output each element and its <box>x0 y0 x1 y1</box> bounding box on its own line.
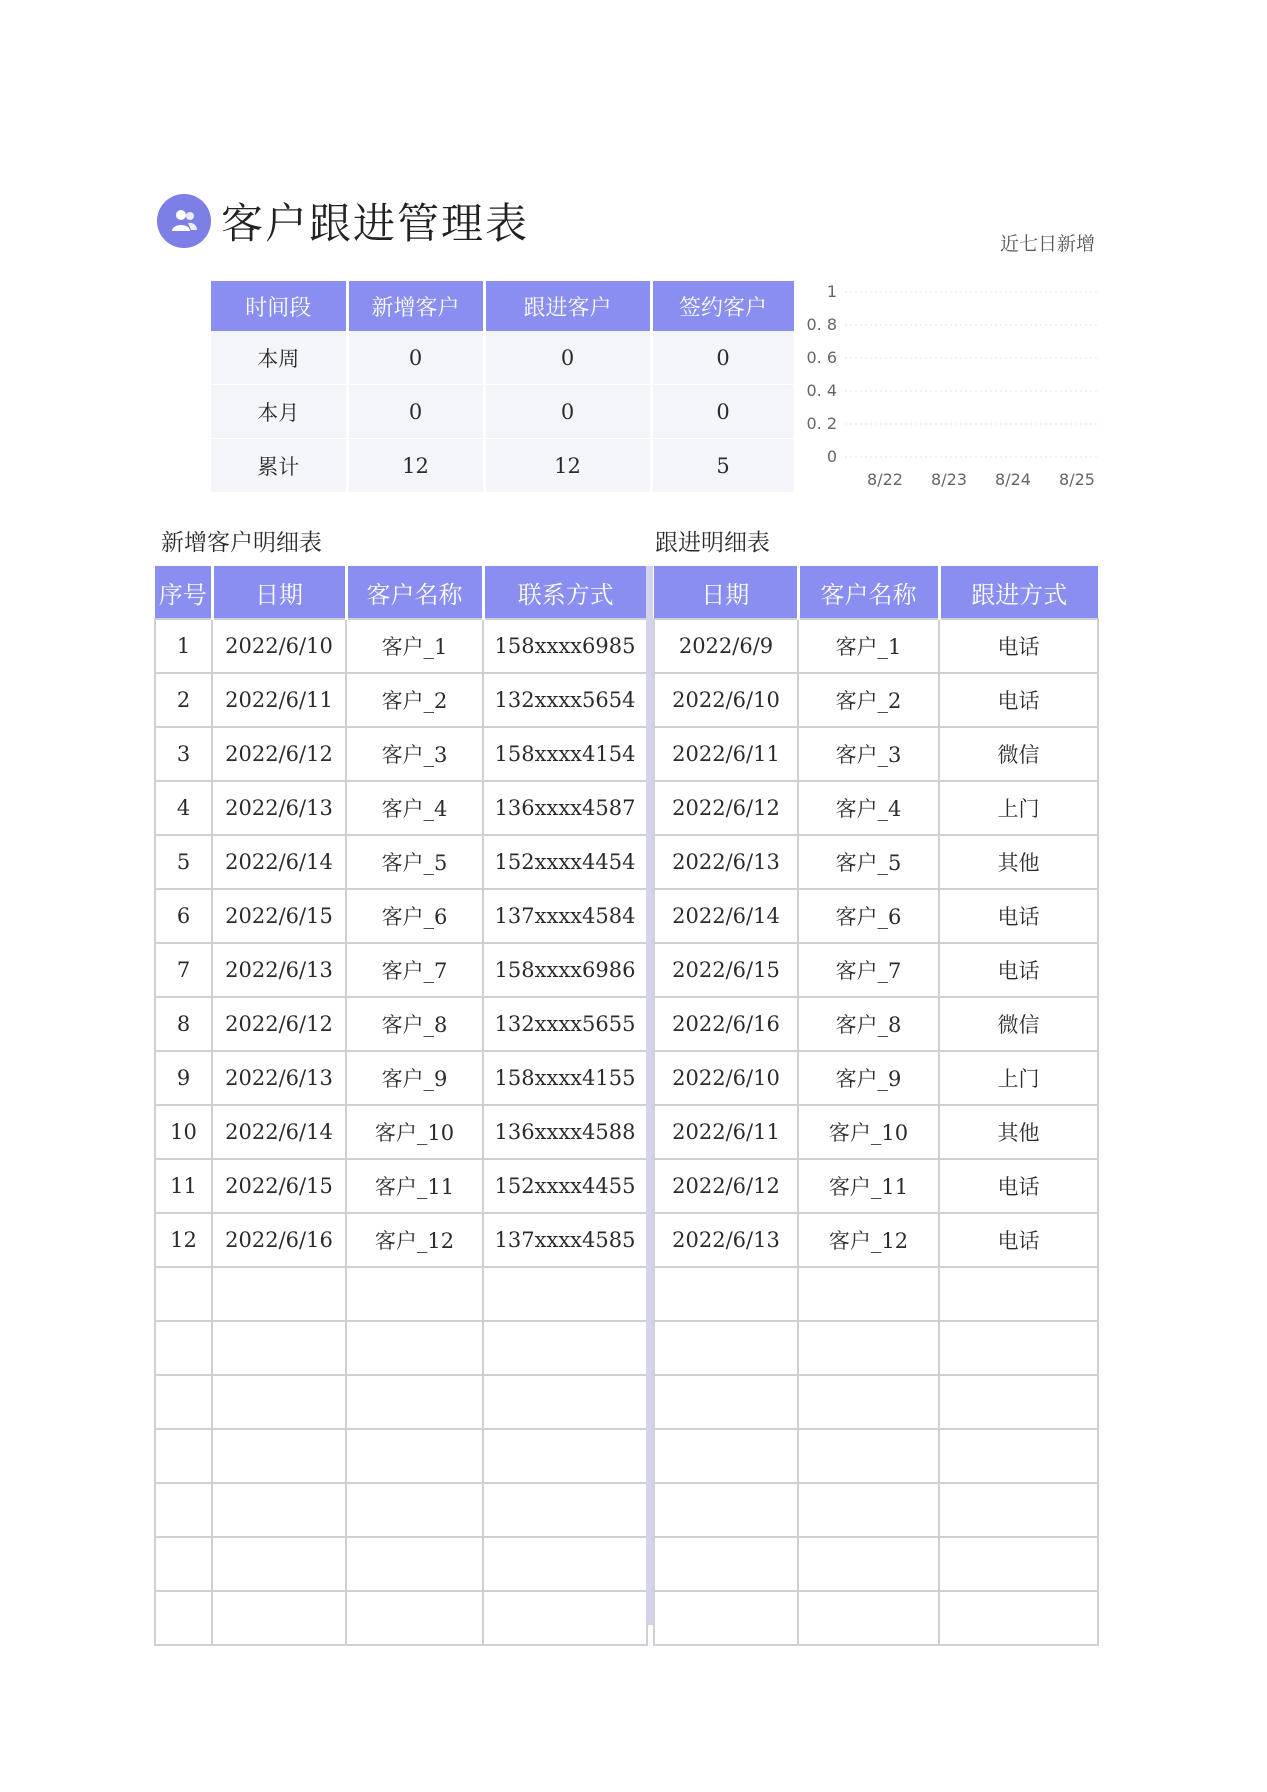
empty-row <box>654 1537 1098 1591</box>
table-cell[interactable]: 8 <box>155 997 212 1051</box>
table-cell[interactable]: 2022/6/15 <box>654 943 798 997</box>
empty-cell[interactable] <box>212 1321 346 1375</box>
table-cell[interactable]: 电话 <box>939 673 1098 727</box>
new-customers-section-title: 新增客户明细表 <box>161 530 322 556</box>
table-cell[interactable]: 7 <box>155 943 212 997</box>
table-row <box>654 1105 1098 1159</box>
table-row <box>155 997 647 1051</box>
empty-row <box>654 1483 1098 1537</box>
summary-cell[interactable]: 累计 <box>211 439 347 493</box>
summary-cell[interactable]: 12 <box>484 439 651 493</box>
empty-cell[interactable] <box>798 1375 939 1429</box>
table-cell[interactable]: 2022/6/13 <box>654 1213 798 1267</box>
empty-cell[interactable] <box>654 1483 798 1537</box>
y-tick-label: 0. 8 <box>806 315 837 334</box>
empty-cell[interactable] <box>939 1375 1098 1429</box>
empty-cell[interactable] <box>483 1321 647 1375</box>
table-cell[interactable]: 2022/6/15 <box>212 1159 346 1213</box>
empty-cell[interactable] <box>654 1429 798 1483</box>
empty-cell[interactable] <box>212 1375 346 1429</box>
empty-cell[interactable] <box>155 1591 212 1645</box>
y-tick-label: 1 <box>826 282 837 301</box>
summary-header-cell: 跟进客户 <box>484 281 651 331</box>
table-cell[interactable]: 2022/6/14 <box>212 835 346 889</box>
table-cell[interactable]: 上门 <box>939 1051 1098 1105</box>
empty-cell[interactable] <box>654 1537 798 1591</box>
table-cell[interactable]: 客户_1 <box>798 619 939 673</box>
table-cell[interactable]: 客户_2 <box>798 673 939 727</box>
table-cell[interactable]: 2022/6/13 <box>212 1051 346 1105</box>
table-cell[interactable]: 微信 <box>939 727 1098 781</box>
empty-cell[interactable] <box>654 1375 798 1429</box>
table-cell[interactable]: 客户_11 <box>346 1159 483 1213</box>
header-cell: 联系方式 <box>483 566 647 619</box>
table-cell[interactable]: 137xxxx4585 <box>483 1213 647 1267</box>
table-cell[interactable]: 电话 <box>939 1159 1098 1213</box>
empty-cell[interactable] <box>346 1537 483 1591</box>
table-cell[interactable]: 2022/6/12 <box>212 997 346 1051</box>
table-row <box>155 835 647 889</box>
empty-cell[interactable] <box>939 1267 1098 1321</box>
table-cell[interactable]: 客户_10 <box>346 1105 483 1159</box>
empty-cell[interactable] <box>939 1591 1098 1645</box>
table-cell[interactable]: 158xxxx6986 <box>483 943 647 997</box>
table-row <box>155 1105 647 1159</box>
table-row <box>155 673 647 727</box>
summary-cell[interactable]: 0 <box>484 331 651 385</box>
empty-cell[interactable] <box>798 1321 939 1375</box>
empty-cell[interactable] <box>798 1483 939 1537</box>
empty-cell[interactable] <box>155 1267 212 1321</box>
table-cell[interactable]: 客户_6 <box>798 889 939 943</box>
table-row <box>654 619 1098 673</box>
summary-cell[interactable]: 本月 <box>211 385 347 439</box>
empty-cell[interactable] <box>483 1591 647 1645</box>
follow-ups-section-title: 跟进明细表 <box>655 530 770 556</box>
table-cell[interactable]: 2022/6/16 <box>654 997 798 1051</box>
table-cell[interactable]: 158xxxx6985 <box>483 619 647 673</box>
table-cell[interactable]: 5 <box>155 835 212 889</box>
table-cell[interactable]: 其他 <box>939 1105 1098 1159</box>
y-tick-label: 0 <box>826 447 837 466</box>
new-customers-header-row <box>155 566 647 619</box>
table-row <box>155 781 647 835</box>
summary-header-row <box>211 281 795 331</box>
table-cell[interactable]: 客户_5 <box>798 835 939 889</box>
table-cell[interactable]: 158xxxx4155 <box>483 1051 647 1105</box>
table-cell[interactable]: 电话 <box>939 889 1098 943</box>
empty-cell[interactable] <box>798 1537 939 1591</box>
table-row <box>155 1213 647 1267</box>
summary-cell[interactable]: 0 <box>484 385 651 439</box>
empty-cell[interactable] <box>346 1483 483 1537</box>
table-cell[interactable]: 2022/6/12 <box>654 1159 798 1213</box>
table-cell[interactable]: 微信 <box>939 997 1098 1051</box>
table-row <box>654 727 1098 781</box>
table-cell[interactable]: 10 <box>155 1105 212 1159</box>
table-cell[interactable]: 2022/6/15 <box>212 889 346 943</box>
empty-cell[interactable] <box>212 1429 346 1483</box>
table-row <box>654 781 1098 835</box>
summary-table <box>211 281 797 493</box>
empty-cell[interactable] <box>155 1537 212 1591</box>
table-cell[interactable]: 客户_8 <box>346 997 483 1051</box>
table-cell[interactable]: 电话 <box>939 619 1098 673</box>
y-tick-label: 0. 6 <box>806 348 837 367</box>
table-cell[interactable]: 客户_11 <box>798 1159 939 1213</box>
empty-cell[interactable] <box>212 1591 346 1645</box>
table-row <box>155 1159 647 1213</box>
table-row <box>654 997 1098 1051</box>
follow-ups-header-row <box>654 566 1098 619</box>
page-title: 客户跟进管理表 <box>221 199 530 248</box>
empty-row <box>654 1321 1098 1375</box>
table-cell[interactable]: 3 <box>155 727 212 781</box>
table-cell[interactable]: 137xxxx4584 <box>483 889 647 943</box>
table-cell[interactable]: 其他 <box>939 835 1098 889</box>
empty-row <box>155 1267 647 1321</box>
empty-cell[interactable] <box>346 1375 483 1429</box>
table-cell[interactable]: 2022/6/12 <box>654 781 798 835</box>
table-cell[interactable]: 152xxxx4455 <box>483 1159 647 1213</box>
page-header <box>157 190 529 252</box>
empty-row <box>155 1483 647 1537</box>
summary-cell[interactable]: 本周 <box>211 331 347 385</box>
table-cell[interactable]: 2 <box>155 673 212 727</box>
empty-cell[interactable] <box>483 1537 647 1591</box>
table-row <box>654 673 1098 727</box>
summary-cell[interactable]: 0 <box>651 385 795 439</box>
table-cell[interactable]: 2022/6/10 <box>654 673 798 727</box>
x-tick-label: 8/25 <box>1059 470 1095 489</box>
empty-cell[interactable] <box>483 1267 647 1321</box>
table-cell[interactable]: 2022/6/11 <box>212 673 346 727</box>
empty-cell[interactable] <box>939 1321 1098 1375</box>
table-row <box>155 889 647 943</box>
empty-cell[interactable] <box>483 1375 647 1429</box>
empty-row <box>654 1375 1098 1429</box>
table-cell[interactable]: 客户_3 <box>798 727 939 781</box>
empty-cell[interactable] <box>155 1483 212 1537</box>
empty-cell[interactable] <box>155 1429 212 1483</box>
table-cell[interactable]: 客户_1 <box>346 619 483 673</box>
table-row <box>654 1051 1098 1105</box>
empty-row <box>155 1321 647 1375</box>
x-tick-label: 8/24 <box>995 470 1031 489</box>
table-cell[interactable]: 12 <box>155 1213 212 1267</box>
new-customers-table <box>154 566 648 1646</box>
header-cell: 客户名称 <box>798 566 939 619</box>
empty-cell[interactable] <box>939 1429 1098 1483</box>
table-cell[interactable]: 上门 <box>939 781 1098 835</box>
empty-row <box>155 1375 647 1429</box>
table-cell[interactable]: 2022/6/10 <box>654 1051 798 1105</box>
table-cell[interactable]: 132xxxx5655 <box>483 997 647 1051</box>
table-cell[interactable]: 客户_4 <box>798 781 939 835</box>
empty-cell[interactable] <box>346 1429 483 1483</box>
table-cell[interactable]: 2022/6/9 <box>654 619 798 673</box>
summary-header-cell: 新增客户 <box>347 281 484 331</box>
table-cell[interactable]: 9 <box>155 1051 212 1105</box>
table-cell[interactable]: 客户_2 <box>346 673 483 727</box>
table-cell[interactable]: 客户_7 <box>346 943 483 997</box>
table-cell[interactable]: 2022/6/12 <box>212 727 346 781</box>
table-cell[interactable]: 132xxxx5654 <box>483 673 647 727</box>
empty-cell[interactable] <box>155 1321 212 1375</box>
table-cell[interactable]: 136xxxx4587 <box>483 781 647 835</box>
empty-cell[interactable] <box>212 1537 346 1591</box>
summary-row <box>211 439 795 493</box>
empty-cell[interactable] <box>346 1267 483 1321</box>
table-cell[interactable]: 2022/6/10 <box>212 619 346 673</box>
table-cell[interactable]: 136xxxx4588 <box>483 1105 647 1159</box>
empty-cell[interactable] <box>798 1591 939 1645</box>
table-cell[interactable]: 客户_5 <box>346 835 483 889</box>
empty-cell[interactable] <box>798 1429 939 1483</box>
empty-cell[interactable] <box>654 1321 798 1375</box>
header-cell: 日期 <box>212 566 346 619</box>
empty-row <box>155 1591 647 1645</box>
y-tick-label: 0. 2 <box>806 414 837 433</box>
table-cell[interactable]: 2022/6/14 <box>212 1105 346 1159</box>
table-cell[interactable]: 2022/6/14 <box>654 889 798 943</box>
empty-cell[interactable] <box>939 1483 1098 1537</box>
empty-cell[interactable] <box>483 1483 647 1537</box>
summary-cell[interactable]: 12 <box>347 439 484 493</box>
summary-header-cell: 签约客户 <box>651 281 795 331</box>
table-row <box>654 889 1098 943</box>
table-cell[interactable]: 1 <box>155 619 212 673</box>
table-cell[interactable]: 4 <box>155 781 212 835</box>
table-cell[interactable]: 电话 <box>939 943 1098 997</box>
empty-cell[interactable] <box>212 1483 346 1537</box>
summary-cell[interactable]: 5 <box>651 439 795 493</box>
table-cell[interactable]: 152xxxx4454 <box>483 835 647 889</box>
header-cell: 日期 <box>654 566 798 619</box>
summary-header-cell: 时间段 <box>211 281 347 331</box>
empty-cell[interactable] <box>155 1375 212 1429</box>
table-cell[interactable]: 客户_8 <box>798 997 939 1051</box>
header-cell: 客户名称 <box>346 566 483 619</box>
table-cell[interactable]: 客户_3 <box>346 727 483 781</box>
x-tick-label: 8/23 <box>931 470 967 489</box>
summary-cell[interactable]: 0 <box>651 331 795 385</box>
table-cell[interactable]: 客户_7 <box>798 943 939 997</box>
table-row <box>654 1213 1098 1267</box>
summary-row <box>211 331 795 385</box>
table-row <box>155 1051 647 1105</box>
table-row <box>654 1159 1098 1213</box>
summary-row <box>211 385 795 439</box>
empty-cell[interactable] <box>654 1591 798 1645</box>
table-divider <box>646 566 653 1625</box>
empty-cell[interactable] <box>346 1321 483 1375</box>
table-row <box>654 835 1098 889</box>
empty-cell[interactable] <box>798 1267 939 1321</box>
empty-cell[interactable] <box>483 1429 647 1483</box>
table-cell[interactable]: 客户_6 <box>346 889 483 943</box>
summary-cell[interactable]: 0 <box>347 385 484 439</box>
table-cell[interactable]: 客户_12 <box>798 1213 939 1267</box>
user-group-icon <box>157 194 211 248</box>
table-row <box>155 619 647 673</box>
table-cell[interactable]: 2022/6/11 <box>654 1105 798 1159</box>
x-tick-label: 8/22 <box>867 470 903 489</box>
empty-row <box>155 1537 647 1591</box>
new-customer-chart[interactable] <box>795 230 1105 500</box>
table-cell[interactable]: 2022/6/13 <box>212 781 346 835</box>
table-cell[interactable]: 6 <box>155 889 212 943</box>
empty-row <box>654 1429 1098 1483</box>
header-cell: 序号 <box>155 566 212 619</box>
empty-row <box>654 1591 1098 1645</box>
empty-row <box>155 1429 647 1483</box>
table-cell[interactable]: 2022/6/13 <box>212 943 346 997</box>
follow-ups-table <box>653 566 1099 1646</box>
empty-row <box>654 1267 1098 1321</box>
empty-cell[interactable] <box>346 1591 483 1645</box>
empty-cell[interactable] <box>654 1267 798 1321</box>
y-tick-label: 0. 4 <box>806 381 837 400</box>
table-row <box>155 943 647 997</box>
empty-cell[interactable] <box>212 1267 346 1321</box>
table-cell[interactable]: 2022/6/13 <box>654 835 798 889</box>
table-cell[interactable]: 客户_9 <box>798 1051 939 1105</box>
summary-cell[interactable]: 0 <box>347 331 484 385</box>
table-row <box>654 943 1098 997</box>
table-row <box>155 727 647 781</box>
table-cell[interactable]: 11 <box>155 1159 212 1213</box>
table-cell[interactable]: 客户_12 <box>346 1213 483 1267</box>
header-cell: 跟进方式 <box>939 566 1098 619</box>
table-cell[interactable]: 客户_4 <box>346 781 483 835</box>
table-cell[interactable]: 客户_10 <box>798 1105 939 1159</box>
table-cell[interactable]: 158xxxx4154 <box>483 727 647 781</box>
table-cell[interactable]: 客户_9 <box>346 1051 483 1105</box>
chart-title: 近七日新增 <box>999 233 1095 255</box>
table-cell[interactable]: 2022/6/11 <box>654 727 798 781</box>
table-cell[interactable]: 电话 <box>939 1213 1098 1267</box>
table-cell[interactable]: 2022/6/16 <box>212 1213 346 1267</box>
empty-cell[interactable] <box>939 1537 1098 1591</box>
